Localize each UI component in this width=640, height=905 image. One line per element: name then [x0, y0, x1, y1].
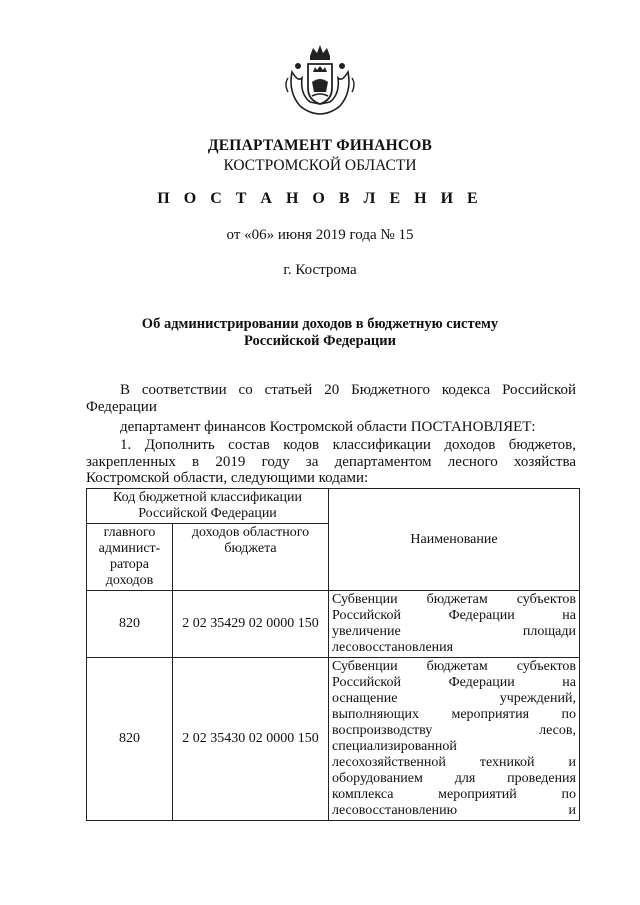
document-city: г. Кострома [283, 262, 357, 278]
row-name-line: Российской Федерации на [332, 608, 576, 623]
table-header-row [87, 489, 580, 524]
body-paragraph-1-line2: Федерации [86, 399, 157, 415]
row-name-line: специализированной [332, 739, 457, 754]
header-name: Наименование [329, 489, 580, 591]
row-name [329, 591, 580, 658]
document-date-number: от «06» июня 2019 года № 15 [226, 227, 414, 243]
body-paragraph-3-line3: Костромской области, следующими кодами: [86, 470, 369, 486]
budget-codes-table [86, 488, 580, 821]
row-name [329, 658, 580, 821]
row-name-line: воспроизводству лесов, [332, 723, 576, 738]
row-name-line: увеличение площади [332, 624, 576, 639]
document-subject-line2: Российской Федерации [243, 333, 396, 349]
row-admin-code: 820 [87, 591, 173, 658]
row-income-code: 2 02 35430 02 0000 150 [173, 658, 329, 821]
header-budget-classification: Код бюджетной классификации Российской Федерации [87, 489, 329, 524]
coat-of-arms-emblem [282, 42, 358, 118]
table-row [87, 658, 580, 821]
row-name-line: Российской Федерации на [332, 675, 576, 690]
header-income: доходов областного бюджета [173, 524, 329, 591]
row-name-line: оборудованием для проведения [332, 771, 576, 786]
row-name-line: лесовосстановления [332, 640, 454, 655]
body-paragraph-3-line2: закрепленных в 2019 году за департаментом лесного хозяйства [86, 454, 576, 470]
header-admin: главного админист-ратора доходов [87, 524, 173, 591]
department-name-line1: ДЕПАРТАМЕНТ ФИНАНСОВ [207, 137, 433, 154]
row-income-code: 2 02 35429 02 0000 150 [173, 591, 329, 658]
row-name-line: лесохозяйственной техникой и [332, 755, 576, 770]
body-paragraph-1-line1: В соответствии со статьей 20 Бюджетного кодекса Российской [120, 382, 576, 398]
table-row [87, 591, 580, 658]
row-name-line: лесовосстановлению и [332, 803, 576, 818]
row-name-line: комплекса мероприятий по [332, 787, 576, 802]
body-paragraph-3-line1: 1. Дополнить состав кодов классификации доходов бюджетов, [120, 437, 576, 453]
document-type: П О С Т А Н О В Л Е Н И Е [157, 190, 483, 207]
department-name-line2: КОСТРОМСКОЙ ОБЛАСТИ [223, 157, 417, 174]
row-name-line: оснащение учреждений, [332, 691, 576, 706]
row-name-line: выполняющих мероприятия по [332, 707, 576, 722]
document-subject-line1: Об администрировании доходов в бюджетную систему [141, 316, 499, 332]
row-admin-code: 820 [87, 658, 173, 821]
row-name-line: Субвенции бюджетам субъектов [332, 592, 576, 607]
body-paragraph-2: департамент финансов Костромской области ПОСТАНОВЛЯЕТ: [120, 419, 536, 435]
row-name-line: Субвенции бюджетам субъектов [332, 659, 576, 674]
